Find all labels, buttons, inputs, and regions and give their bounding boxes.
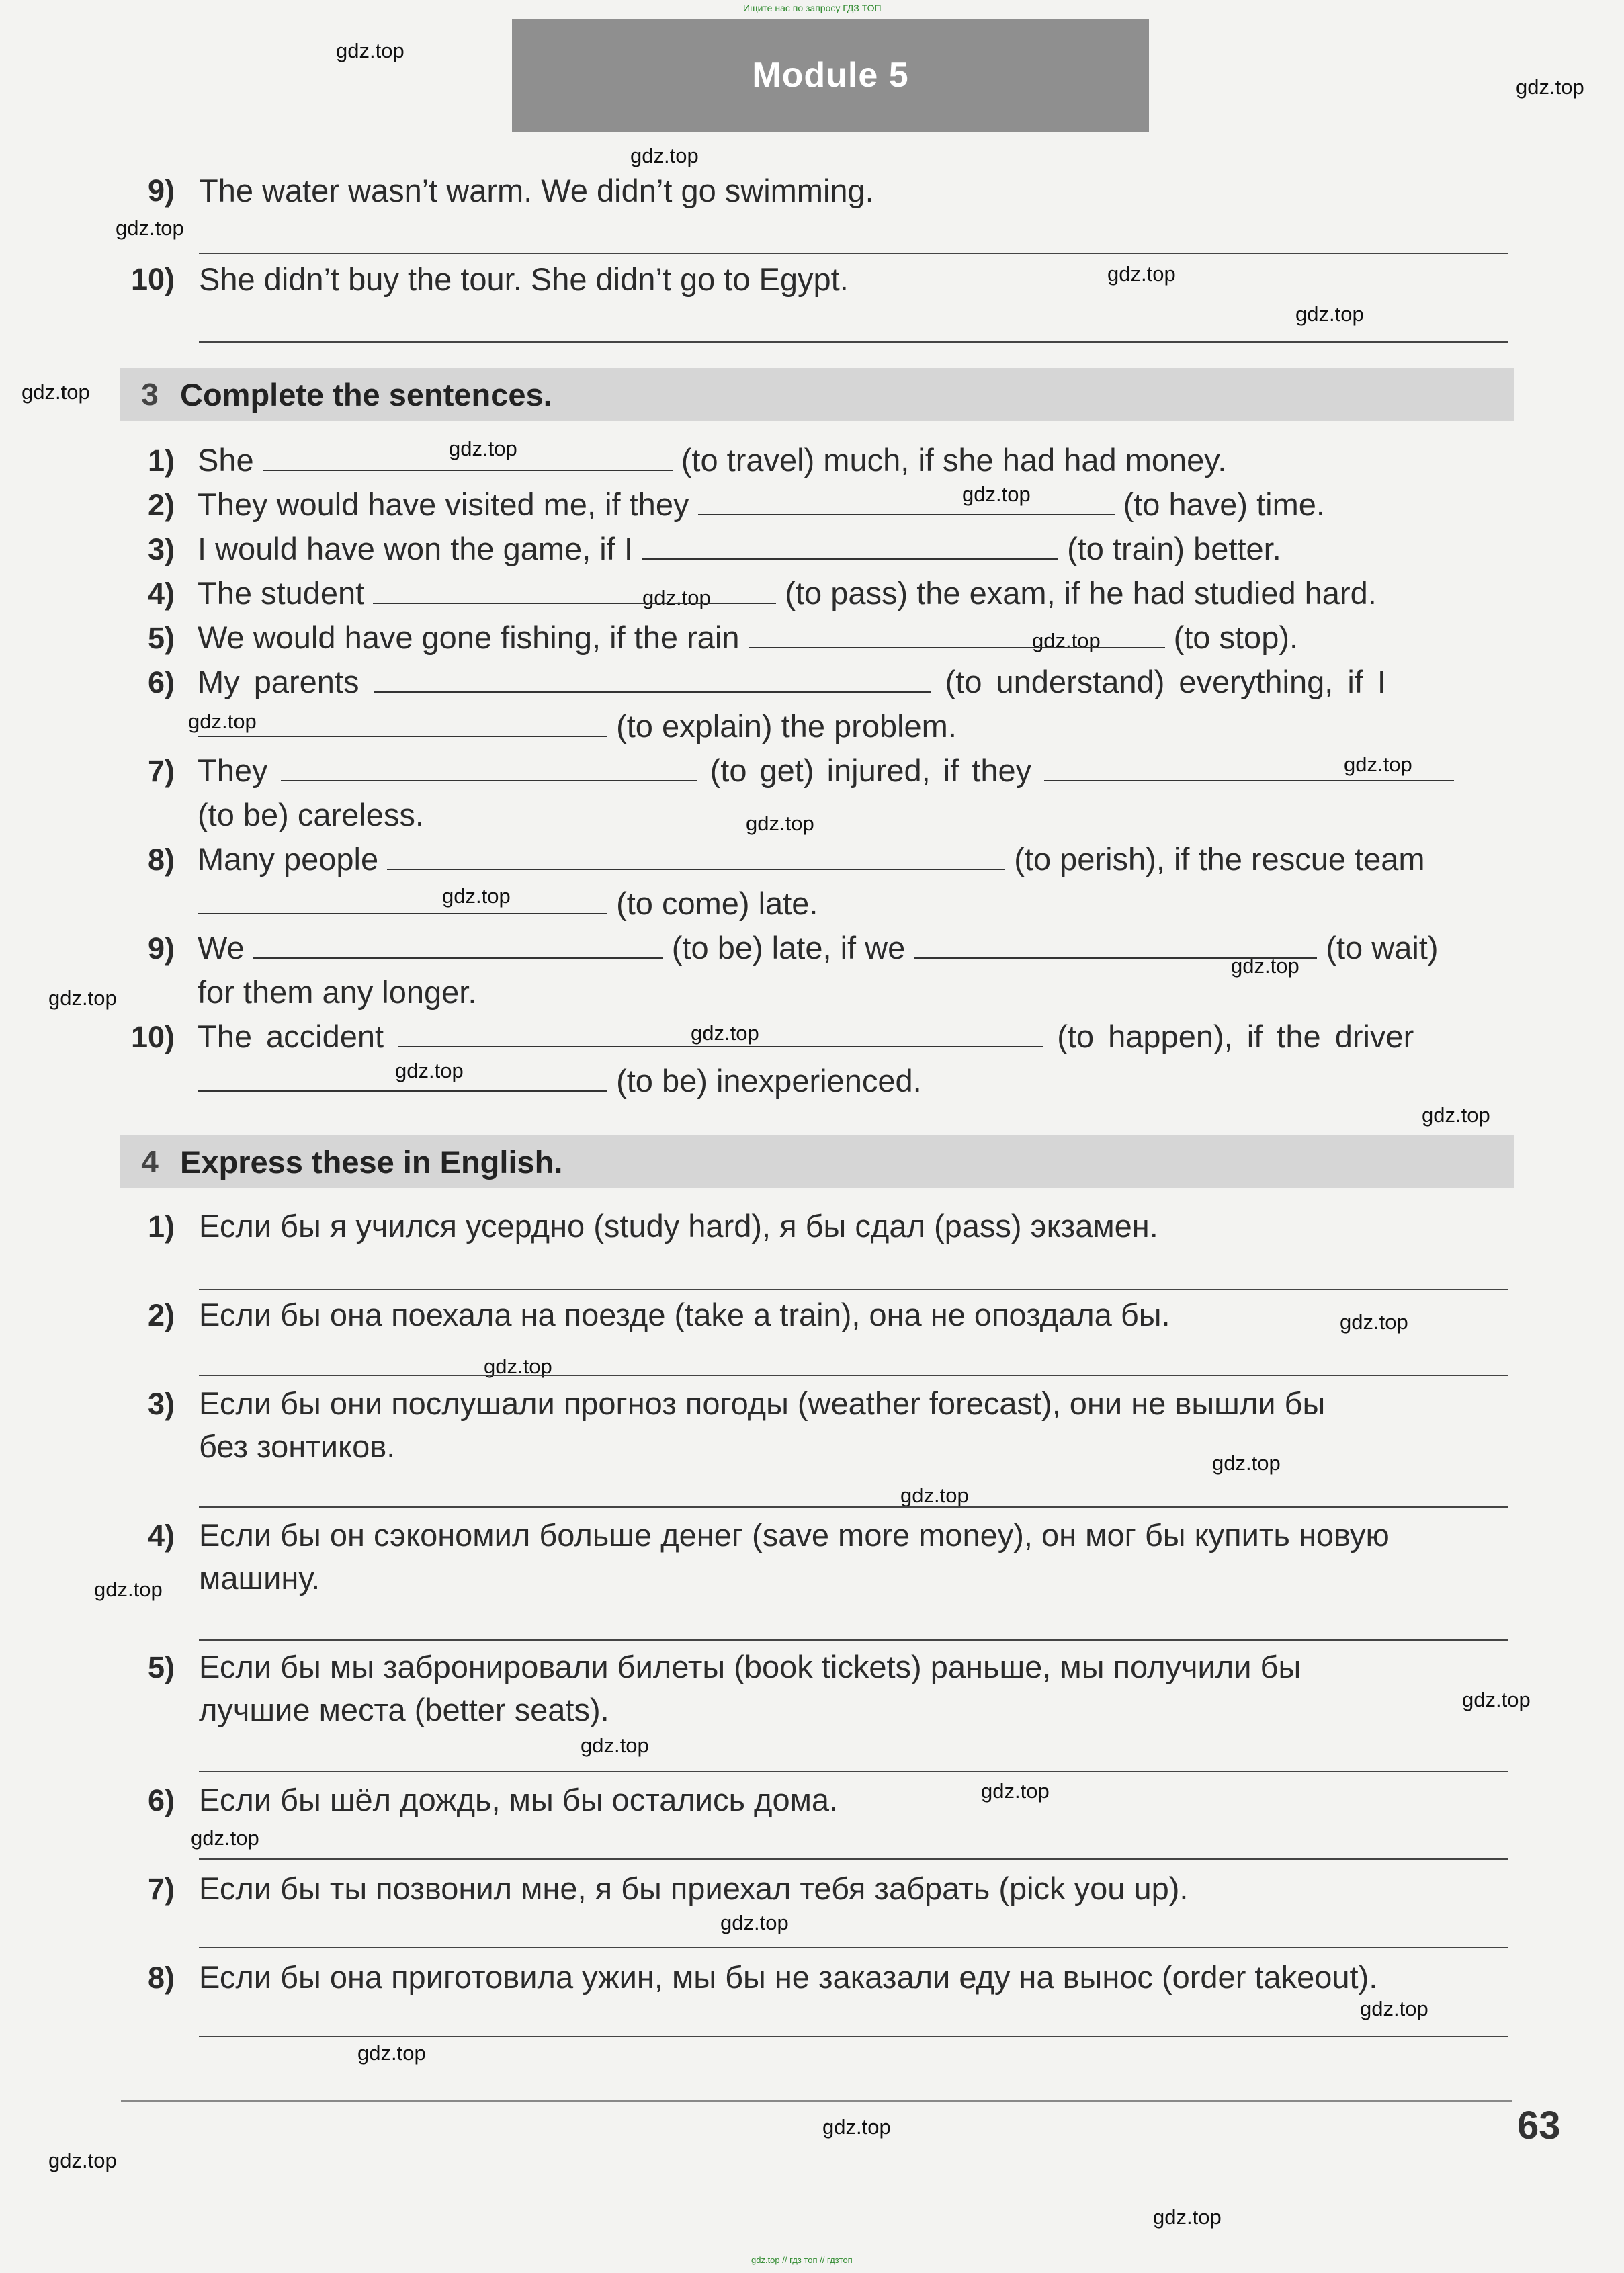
item-number: 9) [147, 931, 175, 966]
sentence-part: She [198, 442, 254, 478]
answer-line[interactable] [199, 1639, 1508, 1641]
watermark: gdz.top [1032, 629, 1101, 652]
answer-blank[interactable] [198, 1064, 607, 1092]
sentence-continuation [198, 974, 476, 1011]
sentence-part: They would have visited me, if they [198, 486, 689, 522]
sentence-part: (to be) inexperienced. [616, 1063, 922, 1099]
section-number: 4 [141, 1144, 159, 1179]
translation-prompt: лучшие места (better seats). [199, 1692, 609, 1727]
section-number: 3 [141, 377, 159, 412]
watermark: gdz.top [48, 2149, 117, 2172]
watermark: gdz.top [962, 482, 1031, 506]
section-3-header [120, 368, 1514, 421]
answer-blank[interactable] [374, 664, 931, 693]
module-banner [512, 19, 1149, 132]
sentence-part: (to be) careless. [198, 797, 424, 832]
translation-prompt: без зонтиков. [199, 1428, 396, 1464]
item-number: 9) [147, 173, 175, 208]
item-number: 8) [147, 843, 175, 877]
answer-line[interactable] [199, 1858, 1508, 1860]
answer-line[interactable] [199, 1289, 1508, 1290]
sentence-part: They [198, 753, 268, 788]
sentence-part: (to explain) the problem. [616, 708, 957, 744]
watermark: gdz.top [1422, 1103, 1490, 1127]
watermark: gdz.top [630, 144, 699, 167]
answer-blank[interactable] [263, 443, 673, 471]
page-number: 63 [1517, 2104, 1561, 2147]
watermark: gdz.top [691, 1021, 759, 1045]
answer-line[interactable] [199, 1947, 1508, 1948]
sentence-part: We [198, 930, 245, 966]
translation-prompt: машину. [199, 1560, 320, 1596]
sentence [198, 486, 1325, 523]
sentence-part: (to happen), if the driver [1057, 1019, 1414, 1054]
item-number: 4) [147, 1518, 175, 1553]
answer-blank[interactable] [1044, 753, 1454, 781]
translation-prompt: Если бы мы забронировали билеты (book tickets) раньше, мы получили бы [199, 1649, 1301, 1684]
item-number: 5) [147, 1650, 175, 1684]
module-title: Module 5 [752, 56, 909, 95]
watermark: gdz.top [1344, 753, 1412, 776]
answer-blank[interactable] [373, 576, 776, 604]
bottom-note: gdz.top // гдз топ // гдзтоп [751, 2255, 853, 2265]
translation-prompt: Если бы я учился усердно (study hard), я бы сдал (pass) экзамен. [199, 1208, 1158, 1244]
watermark: gdz.top [1231, 954, 1299, 978]
item-number: 3) [147, 532, 175, 566]
watermark: gdz.top [484, 1355, 552, 1378]
sentence-part: The student [198, 575, 365, 611]
section-4-header [120, 1135, 1514, 1188]
item-number: 10) [130, 1020, 175, 1054]
item-number: 7) [147, 754, 175, 788]
translation-prompt: Если бы они послушали прогноз погоды (weather forecast), они не вышли бы [199, 1385, 1326, 1421]
item-number: 10) [130, 262, 175, 296]
watermark: gdz.top [720, 1911, 789, 1934]
translation-prompt: Если бы она приготовила ужин, мы бы не заказали еду на вынос (order takeout). [199, 1959, 1378, 1995]
sentence-part: (to have) time. [1123, 486, 1325, 522]
watermark: gdz.top [581, 1733, 649, 1757]
sentence-part: (to pass) the exam, if he had studied hard. [785, 575, 1377, 611]
item-number: 5) [147, 621, 175, 655]
sentence-part: for them any longer. [198, 974, 477, 1010]
translation-prompt: Если бы он сэкономил больше денег (save more money), он мог бы купить новую [199, 1517, 1390, 1553]
sentence [198, 663, 1386, 700]
sentence-part: I would have won the game, if I [198, 531, 633, 566]
watermark: gdz.top [48, 986, 117, 1010]
item-number: 7) [147, 1872, 175, 1906]
watermark: gdz.top [1153, 2205, 1222, 2229]
translation-prompt: Если бы шёл дождь, мы бы остались дома. [199, 1782, 839, 1817]
watermark: gdz.top [1212, 1451, 1281, 1475]
answer-blank[interactable] [387, 842, 1005, 870]
watermark: gdz.top [395, 1059, 464, 1082]
answer-blank[interactable] [398, 1019, 1043, 1047]
translation-prompt: Если бы ты позвонил мне, я бы приехал тебя забрать (pick you up). [199, 1871, 1189, 1906]
watermark: gdz.top [981, 1779, 1050, 1803]
sentence [198, 929, 1438, 966]
answer-blank[interactable] [914, 931, 1317, 959]
watermark: gdz.top [1107, 262, 1176, 286]
footer-rule [121, 2100, 1512, 2102]
watermark: gdz.top [336, 39, 404, 62]
answer-blank[interactable] [253, 931, 663, 959]
sentence [198, 841, 1425, 877]
watermark: gdz.top [116, 216, 184, 240]
sentence-continuation [198, 1062, 922, 1099]
top-note: Ищите нас по запросу ГДЗ ТОП [743, 3, 882, 13]
watermark: gdz.top [1360, 1997, 1428, 2020]
sentence [198, 619, 1298, 656]
item-number: 2) [147, 1298, 175, 1332]
sentence-part: (to train) better. [1067, 531, 1281, 566]
item-number: 4) [147, 576, 175, 611]
answer-blank[interactable] [198, 886, 607, 914]
section-title: Complete the sentences. [180, 376, 552, 413]
answer-line[interactable] [199, 2036, 1508, 2037]
answer-line[interactable] [199, 341, 1508, 343]
item-number: 6) [147, 665, 175, 699]
item-number: 1) [147, 443, 175, 478]
sentence-part: (to come) late. [616, 886, 818, 921]
answer-blank[interactable] [281, 753, 697, 781]
sentence-part: (to stop). [1173, 619, 1299, 655]
sentence-part: We would have gone fishing, if the rain [198, 619, 740, 655]
answer-line[interactable] [199, 253, 1508, 254]
watermark: gdz.top [1516, 75, 1584, 99]
sentence-part: (to get) injured, if they [710, 753, 1032, 788]
sentence-part: (to perish), if the rescue team [1014, 841, 1425, 877]
watermark: gdz.top [1462, 1688, 1531, 1711]
sentence [198, 752, 1454, 789]
sentence [198, 574, 1377, 611]
watermark: gdz.top [94, 1578, 163, 1601]
watermark: gdz.top [188, 710, 257, 733]
sentence-part: (to wait) [1326, 930, 1439, 966]
watermark: gdz.top [449, 437, 517, 460]
watermark: gdz.top [746, 812, 814, 835]
sentence-part: (to be) late, if we [671, 930, 906, 966]
item-number: 3) [147, 1387, 175, 1421]
watermark: gdz.top [22, 380, 90, 404]
answer-line[interactable] [199, 1771, 1508, 1772]
item-number: 1) [147, 1209, 175, 1244]
exercise-sentence: She didn’t buy the tour. She didn’t go to Egypt. [199, 261, 849, 297]
sentence-part: Many people [198, 841, 379, 877]
item-number: 8) [147, 1961, 175, 1995]
answer-line[interactable] [199, 1506, 1508, 1508]
sentence [198, 441, 1226, 478]
answer-line[interactable] [199, 1375, 1508, 1376]
answer-blank[interactable] [642, 531, 1058, 560]
watermark: gdz.top [822, 2115, 891, 2139]
watermark: gdz.top [1340, 1310, 1408, 1334]
sentence-continuation [198, 796, 424, 833]
watermark: gdz.top [442, 884, 511, 908]
watermark: gdz.top [642, 586, 711, 609]
translation-prompt: Если бы она поехала на поезде (take a train), она не опоздала бы. [199, 1297, 1170, 1332]
sentence-part: The accident [198, 1019, 384, 1054]
watermark: gdz.top [1295, 302, 1364, 326]
item-number: 6) [147, 1783, 175, 1817]
sentence-part: (to understand) everything, if I [945, 664, 1386, 699]
watermark: gdz.top [357, 2041, 426, 2065]
sentence-continuation [198, 707, 957, 744]
sentence [198, 1018, 1414, 1055]
answer-blank[interactable] [198, 709, 607, 737]
sentence-part: (to travel) much, if she had had money. [681, 442, 1227, 478]
sentence-part: My parents [198, 664, 359, 699]
watermark: gdz.top [900, 1484, 969, 1507]
item-number: 2) [147, 488, 175, 522]
watermark: gdz.top [191, 1826, 259, 1850]
sentence-continuation [198, 885, 818, 922]
answer-blank[interactable] [749, 620, 1165, 648]
section-title: Express these in English. [180, 1144, 563, 1180]
answer-blank[interactable] [698, 487, 1115, 515]
exercise-sentence: The water wasn’t warm. We didn’t go swimming. [199, 173, 874, 208]
sentence [198, 530, 1281, 567]
